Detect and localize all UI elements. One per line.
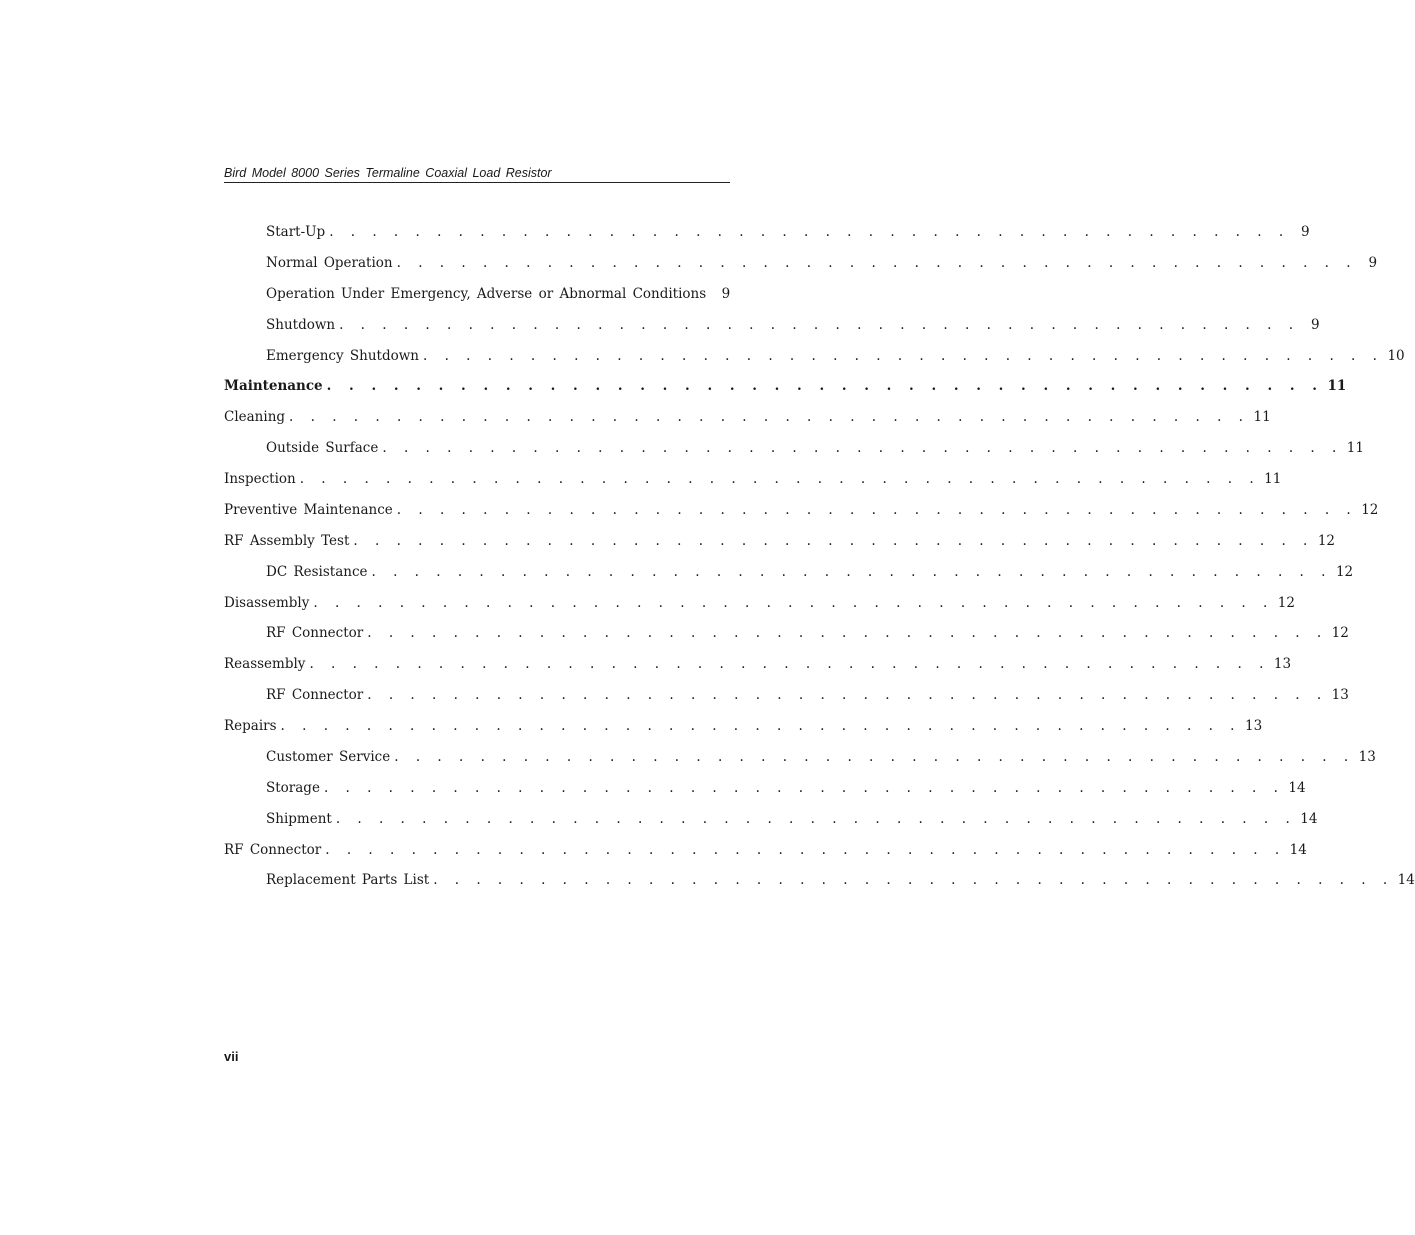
- dot-leader: . . . . . . . . . . . . . . . . . . . . . . . . . . . . . . . . . . . . . . . . . . . . .: [396, 501, 1358, 518]
- document-title: Bird Model 8000 Series Termaline Coaxial Load Resistor: [224, 166, 552, 180]
- dot-leader: . . . . . . . . . . . . . . . . . . . . . . . . . . . . . . . . . . . . . . . . . . . . .: [367, 687, 1328, 704]
- dot-leader: . . . . . . . . . . . . . . . . . . . . . . . . . . . . . . . . . . . . . . . . . . . . .: [382, 440, 1343, 457]
- toc-entry-title: DC Resistance: [266, 563, 368, 580]
- toc-entry-title: Shipment: [266, 810, 332, 827]
- toc-entry[interactable]: [224, 685, 1349, 716]
- dot-leader: . . . . . . . . . . . . . . . . . . . . . . . . . . . . . . . . . . . . . . . . . . . . .: [367, 625, 1328, 642]
- toc-entry-title: Preventive Maintenance: [224, 501, 393, 518]
- toc-entry-page: 11: [1346, 440, 1364, 457]
- toc-entry[interactable]: [224, 438, 1364, 469]
- toc-entry-page: 11: [1264, 471, 1282, 487]
- dot-leader: . . . . . . . . . . . . . . . . . . . . . . . . . . . . . . . . . . . . . . . . . . . . .: [313, 594, 1274, 611]
- toc-entry-page: 13: [1358, 748, 1376, 765]
- toc-entry-title: Normal Operation: [266, 254, 393, 271]
- toc-entry-title: Start-Up: [266, 224, 326, 240]
- toc-entry-page: 12: [1361, 501, 1379, 518]
- toc-entry-title: Storage: [266, 779, 320, 796]
- toc-entry[interactable]: [224, 500, 1379, 531]
- toc-entry-page: 14: [1288, 779, 1306, 796]
- toc-entry-page: 13: [1273, 656, 1292, 673]
- toc-entry-page: 9: [1301, 224, 1310, 240]
- toc-entry[interactable]: [224, 654, 1292, 685]
- toc-entry-title: RF Assembly Test: [224, 532, 350, 549]
- toc-entry-page: 13: [1331, 687, 1349, 704]
- toc-entry[interactable]: [224, 284, 730, 315]
- toc-entry[interactable]: [224, 253, 1378, 284]
- dot-leader: . . . . . . . . . . . . . . . . . . . . . . . . . . . . . . . . . . . . . . . . . . . . .: [423, 347, 1384, 364]
- toc-entry-title: Inspection: [224, 471, 296, 487]
- toc-entry-page: 14: [1289, 841, 1307, 858]
- running-header: [224, 166, 730, 183]
- dot-leader: . . . . . . . . . . . . . . . . . . . . . . . . . . . . . . . . . . . . . . . . . . . . .: [325, 841, 1286, 858]
- toc-section-heading[interactable]: [224, 376, 1347, 407]
- toc-entry[interactable]: [224, 315, 1320, 346]
- toc-entry-title: Repairs: [224, 718, 277, 734]
- dot-leader: . . . . . . . . . . . . . . . . . . . . . . . . . . . . . . . . . . . . . . . . . . . . .: [339, 316, 1300, 333]
- toc-entry-title: Customer Service: [266, 748, 391, 765]
- toc-entry-page: 13: [1244, 718, 1263, 734]
- toc-entry-page: 11: [1253, 409, 1271, 426]
- toc-entry-title: Emergency Shutdown: [266, 347, 419, 364]
- dot-leader: . . . . . . . . . . . . . . . . . . . . . . . . . . . . . . . . . . . . . . . . . . . . .: [289, 409, 1250, 426]
- table-of-contents: [224, 222, 1415, 901]
- toc-entry-title: Disassembly: [224, 594, 310, 611]
- toc-entry-page: 10: [1387, 347, 1405, 364]
- dot-leader: . . . . . . . . . . . . . . . . . . . . . . . . . . . . . . . . . . . . . . . . . . . . .: [329, 224, 1290, 240]
- dot-leader: . . . . . . . . . . . . . . . . . . . . . . . . . . . . . . . . . . . . . . . . . . . . .: [371, 563, 1332, 580]
- toc-entry-page: 9: [721, 285, 731, 302]
- dot-leader: . . . . . . . . . . . . . . . . . . . . . . . . . . . . . . . . . . . . . . . . . . . . .: [299, 471, 1261, 487]
- toc-entry[interactable]: [224, 809, 1318, 840]
- toc-entry[interactable]: [224, 840, 1307, 871]
- toc-entry-title: RF Connector: [224, 841, 322, 858]
- dot-leader: . . . . . . . . . . . . . . . . . . . . . . . . . . . . . . . . . . . . . . . . . . . . .: [280, 718, 1241, 734]
- toc-entry[interactable]: [224, 562, 1354, 593]
- toc-entry[interactable]: [224, 870, 1415, 901]
- toc-entry[interactable]: [224, 623, 1349, 654]
- toc-entry-page: 11: [1327, 378, 1347, 395]
- toc-entry[interactable]: [224, 778, 1306, 809]
- dot-leader: . . . . . . . . . . . . . . . . . . . . . . . . . . . . . . . . . . . . . . . . . . . . .: [309, 656, 1270, 673]
- toc-entry[interactable]: [224, 407, 1271, 438]
- toc-entry-page: 9: [1310, 316, 1320, 333]
- dot-leader: . . . . . . . . . . . . . . . . . . . . . . . . . . . . . . . . . . . . . . . . . . . . .: [433, 872, 1394, 889]
- dot-leader: . . . . . . . . . . . . . . . . . . . . . . . . . . . . . . . . . . . . . . . . . . . . .: [326, 378, 1324, 395]
- dot-leader: . . . . . . . . . . . . . . . . . . . . . . . . . . . . . . . . . . . . . . . . . . . . .: [394, 748, 1355, 765]
- dot-leader: . . . . . . . . . . . . . . . . . . . . . . . . . . . . . . . . . . . . . . . . . . . . .: [335, 810, 1297, 827]
- toc-entry-title: RF Connector: [266, 687, 364, 704]
- toc-entry-page: 9: [1368, 254, 1378, 271]
- toc-entry-title: Outside Surface: [266, 440, 379, 457]
- toc-entry[interactable]: [224, 346, 1405, 377]
- toc-entry[interactable]: [224, 716, 1263, 747]
- toc-entry-title: RF Connector: [266, 625, 364, 642]
- dot-leader: . . . . . . . . . . . . . . . . . . . . . . . . . . . . . . . . . . . . . . . . . . . . .: [323, 779, 1285, 796]
- toc-entry[interactable]: [224, 747, 1376, 778]
- toc-entry-title: Cleaning: [224, 409, 286, 426]
- dot-leader: . . . . . . . . . . . . . . . . . . . . . . . . . . . . . . . . . . . . . . . . . . . . .: [353, 532, 1314, 549]
- toc-entry-page: 14: [1397, 872, 1415, 889]
- toc-entry-title: Replacement Parts List: [266, 872, 430, 889]
- toc-entry[interactable]: [224, 531, 1336, 562]
- toc-entry[interactable]: [224, 593, 1295, 624]
- toc-entry-page: 12: [1317, 532, 1336, 549]
- page-number: vii: [224, 1049, 239, 1064]
- toc-entry-title: Operation Under Emergency, Adverse or Abnormal Conditions: [266, 285, 707, 302]
- toc-entry-page: 12: [1331, 625, 1349, 642]
- dot-leader: . . . . . . . . . . . . . . . . . . . . . . . . . . . . . . . . . . . . . . . . . . . . .: [396, 254, 1358, 271]
- toc-entry[interactable]: [224, 469, 1282, 500]
- toc-entry[interactable]: [224, 222, 1310, 253]
- toc-entry-page: 12: [1335, 563, 1354, 580]
- toc-entry-page: 12: [1277, 594, 1295, 611]
- toc-entry-title: Reassembly: [224, 656, 306, 673]
- toc-entry-title: Shutdown: [266, 316, 336, 333]
- toc-entry-page: 14: [1300, 810, 1318, 827]
- toc-entry-title: Maintenance: [224, 378, 323, 395]
